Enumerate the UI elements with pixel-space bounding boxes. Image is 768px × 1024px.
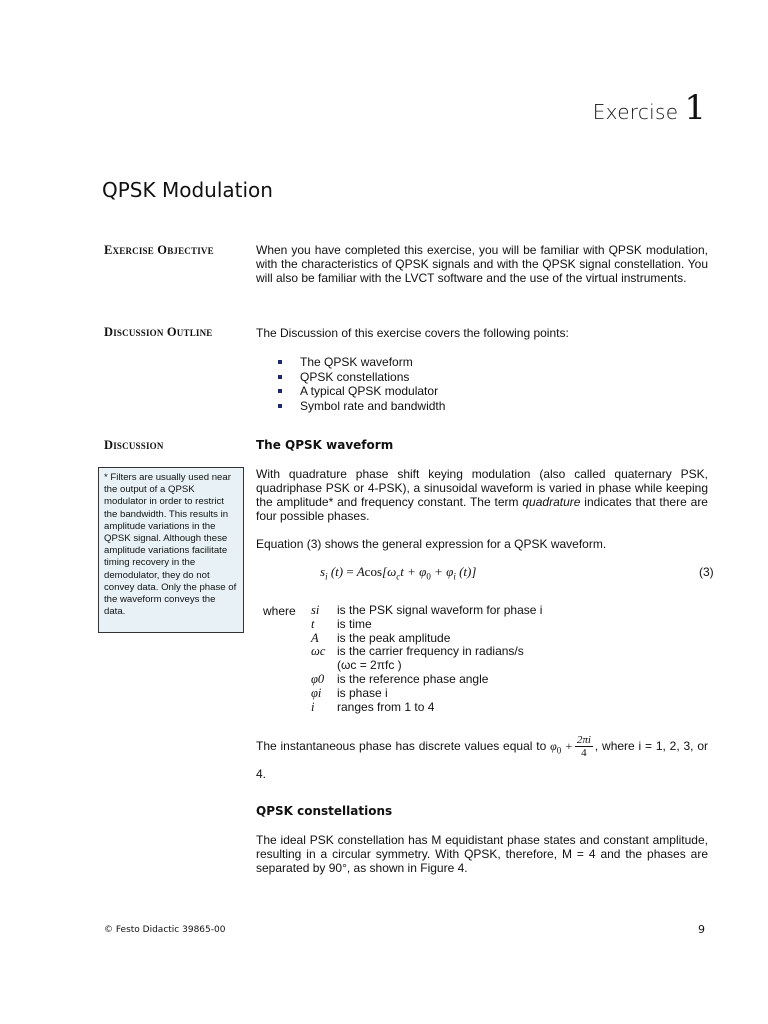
objective-text: When you have completed this exercise, you will be familiar with QPSK modulation, with the characteristics of QPSK signals and with the QPSK signal constellation. You will also be familiar with the LVCT software and the use of the virtual instruments. [256,243,708,285]
page-number: 9 [698,923,705,936]
side-note: * Filters are usually used near the output of a QPSK modulator in order to restrict the bandwidth. This results in amplitude variations in the QPSK signal. Although these amplitude variations facilitate timing recovery in the demodulator, they do not convey data. Only the phase of the waveform conveys the data. [98,467,244,633]
exercise-heading [593,88,706,128]
definition-row: ωc is the carrier frequency in radians/s [311,644,524,659]
equation-number: (3) [699,565,714,579]
list-item: A typical QPSK modulator [278,384,445,399]
definition-row: φi is phase i [311,685,388,700]
objective-label: Exercise Objective [104,243,214,257]
definition-row: si is the PSK signal waveform for phase i [311,603,543,617]
list-item: The QPSK waveform [278,355,445,370]
paragraph-instantaneous-phase: The instantaneous phase has discrete values equal to $\varphi_0$ + $\frac{2\pi i}{4}$ , where i = 1, 2, 3, or 4. [256,734,708,782]
discussion-label: Discussion [104,438,164,452]
paragraph-constellations: The ideal PSK constellation has M equidistant phase states and constant amplitude, resulting in a circular symmetry. With QPSK, therefore, M = 4 and the phases are separated by 90°, as shown in Figure 4. [256,833,708,875]
equation-qpsk: $s_i$ $(t) = Acos[\omega_ct + \varphi_0 + \varphi_i$ (t)] [320,564,477,582]
bullet-icon [278,389,282,393]
where-label: where [263,604,296,618]
definition-row: A is the peak amplitude [311,630,451,645]
exercise-word: Exercise [592,100,679,124]
variable-definitions [311,604,542,714]
paragraph-equation-intro: Equation (3) shows the general expression for a QPSK waveform. [256,537,607,551]
bullet-icon [278,375,282,379]
outline-intro: The Discussion of this exercise covers the following points: [256,326,569,340]
list-item: QPSK constellations [278,370,445,385]
subheading-qpsk-constellations: QPSK constellations [256,804,393,818]
definition-row: i ranges from 1 to 4 [311,699,435,714]
page-title: QPSK Modulation [102,178,273,202]
bullet-icon [278,404,282,408]
definition-row: (ωc = 2πfc ) [337,658,402,673]
exercise-number: 1 [684,88,706,128]
definition-row: t is time [311,616,372,631]
bullet-icon [278,360,282,364]
outline-label: Discussion Outline [104,325,213,339]
subheading-qpsk-waveform: The QPSK waveform [256,438,394,452]
definition-row: φ0 is the reference phase angle [311,671,489,686]
footer-copyright: © Festo Didactic 39865-00 [104,925,226,935]
phase-fraction: $\frac{2\pi i}{4}$ [576,734,591,760]
list-item: Symbol rate and bandwidth [278,399,445,414]
outline-list [278,355,445,413]
paragraph-waveform: With quadrature phase shift keying modulation (also called quaternary PSK, quadriphase PSK or 4-PSK), a sinusoidal waveform is varied in phase while keeping the amplitude* and frequency constant. The term quadrature indicates that there are four possible phases. [256,467,708,523]
